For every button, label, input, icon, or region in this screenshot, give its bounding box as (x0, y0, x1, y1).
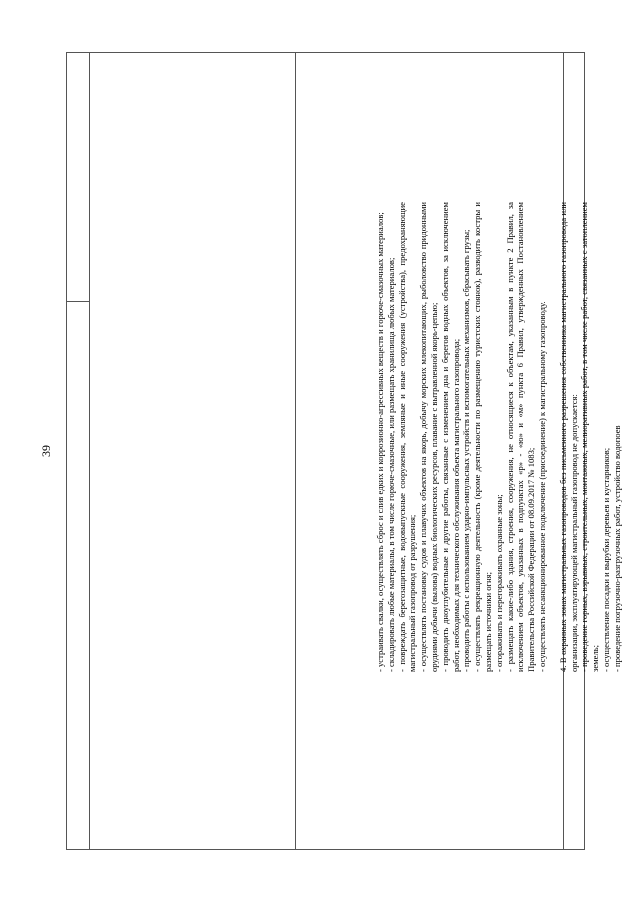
paragraph: - проведение горных, взрывных, строительных, монтажных, мелиоративных работ, в том числе работ, связанных с затоплением земель; (579, 202, 601, 672)
paragraph: - осуществлять несанкционированное подключение (присоединение) к магистральному газопроводу. (536, 301, 547, 672)
page-number: 39 (39, 445, 53, 457)
paragraph: - осуществлять постановку судов и плавучих объектов на якорь, добычу морских млекопитающих, рыболовство придонными орудиями добычи (вылова) водных биологических ресурсов, плавание с вытравленной якорь-цепью; (418, 202, 439, 672)
table-column-divider-2 (295, 53, 296, 849)
paragraph: - устраивать свалки, осуществлять сброс и слив едких и коррозионно-агрессивных веществ и горюче-смазочных материалов; (375, 212, 385, 672)
paragraph: - повреждать берегозащитные, водовыпускные сооружения, земляные и иные сооружения (устройства), предохраняющие магистральный газопровод от разрушения; (396, 202, 418, 672)
table-cell-text (375, 202, 622, 672)
paragraph: - огораживать и перегораживать охранные зоны; (493, 494, 504, 672)
table-header-row-divider (67, 301, 89, 302)
paragraph: - складировать любые материалы, в том числе горюче-смазочные, или размещать хранилища любых материалов; (385, 257, 396, 672)
paragraph: - осуществлять рекреационную деятельность (кроме деятельности по размещению туристских стоянок), разводить костры и размещать источники огня; (472, 202, 493, 672)
paragraph: - проводить работы с использованием ударно-импульсных устройств и вспомогательных механизмов, сбрасывать грузы; (461, 229, 472, 672)
paragraph: 4. В охранных зонах магистральных газопроводов без письменного разрешения собственника магистрального газопровода или организации, эксплуатирующей магистральный газопровод не допускается: (557, 202, 579, 672)
table-column-divider-1 (89, 53, 90, 849)
paragraph: - осуществление посадки и вырубки деревьев и кустарников; (600, 447, 611, 672)
paragraph: - размещать какие-либо здания, строения, сооружения, не относящиеся к объектам, указанным в пункте 2 Правил, за исключением объектов, указанных в подпунктах «р» - «ю» и «м» пункта 6 Правил, утвержденных Постановлением Правительства Российской Федерации от 08.09.2017 № 1083; (504, 202, 537, 672)
paragraph: - проведение погрузочно-разгрузочных работ, устройство водопоев (611, 425, 622, 672)
paragraph: - проводить дноуглубительные и другие работы, связанные с изменением дна и берегов водных объектов, за исключением работ, необходимых для технического обслуживания объекта магистрального газопровода; (439, 202, 461, 672)
